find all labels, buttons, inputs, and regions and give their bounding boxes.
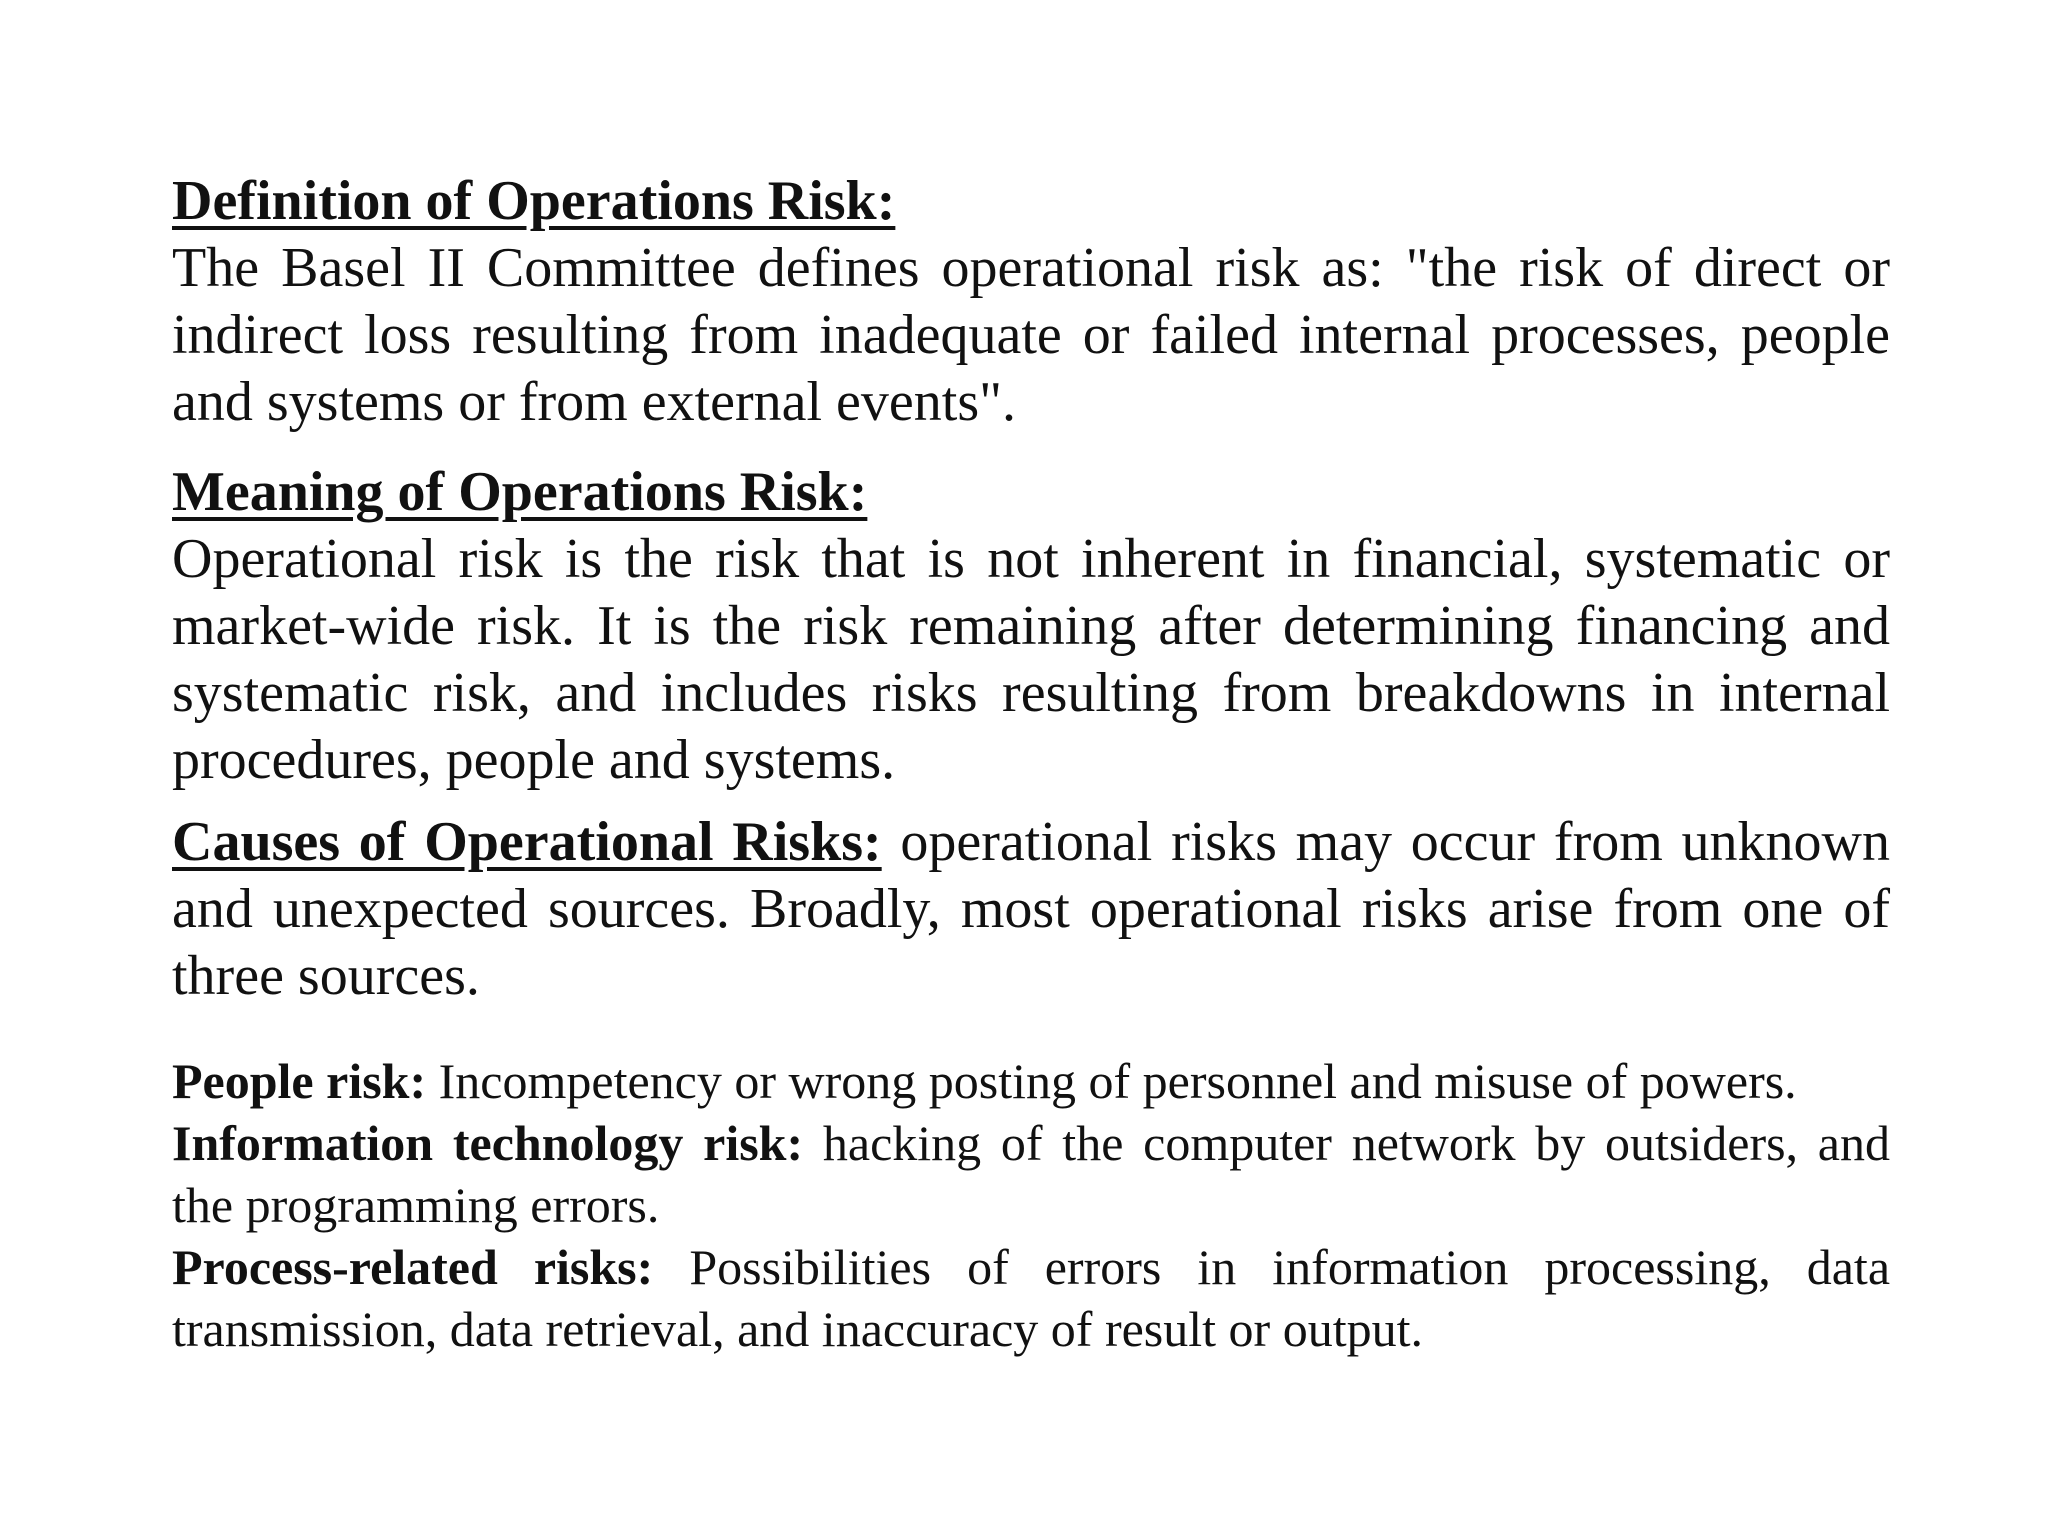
meaning-heading: Meaning of Operations Risk: (172, 461, 868, 523)
process-risk-text: Possibilities of errors in information processing, data transmission, data retrieval, and inaccuracy of result or output. (172, 1239, 1891, 1357)
meaning-paragraph: Operational risk is the risk that is not inherent in financial, systematic or market-wide risk. It is the risk remaining after determining financing and systematic risk, and includes risks resulting from breakdowns in internal procedures, people and systems. (172, 528, 1890, 791)
process-risk-item (172, 1236, 1890, 1360)
it-risk-item (172, 1112, 1890, 1236)
causes-heading: Causes of Operational Risks: (172, 811, 882, 873)
it-risk-label: Information technology risk: (172, 1115, 804, 1171)
causes-text: operational risks may occur from unknown and unexpected sources. Broadly, most operational risks arise from one of three sources. (172, 811, 1890, 1007)
causes-paragraph (172, 809, 1890, 1010)
definition-paragraph: The Basel II Committee defines operational risk as: "the risk of direct or indirect loss resulting from inadequate or failed internal processes, people and systems or from external events". (172, 237, 1890, 433)
process-risk-label: Process-related risks: (172, 1239, 654, 1295)
document-page (172, 168, 1890, 1360)
it-risk-text: hacking of the computer network by outsiders, and the programming errors. (172, 1115, 1890, 1233)
people-risk-item (172, 1050, 1890, 1112)
people-risk-text: Incompetency or wrong posting of personnel and misuse of powers. (426, 1053, 1797, 1109)
people-risk-label: People risk: (172, 1053, 427, 1109)
definition-heading: Definition of Operations Risk: (172, 170, 896, 232)
